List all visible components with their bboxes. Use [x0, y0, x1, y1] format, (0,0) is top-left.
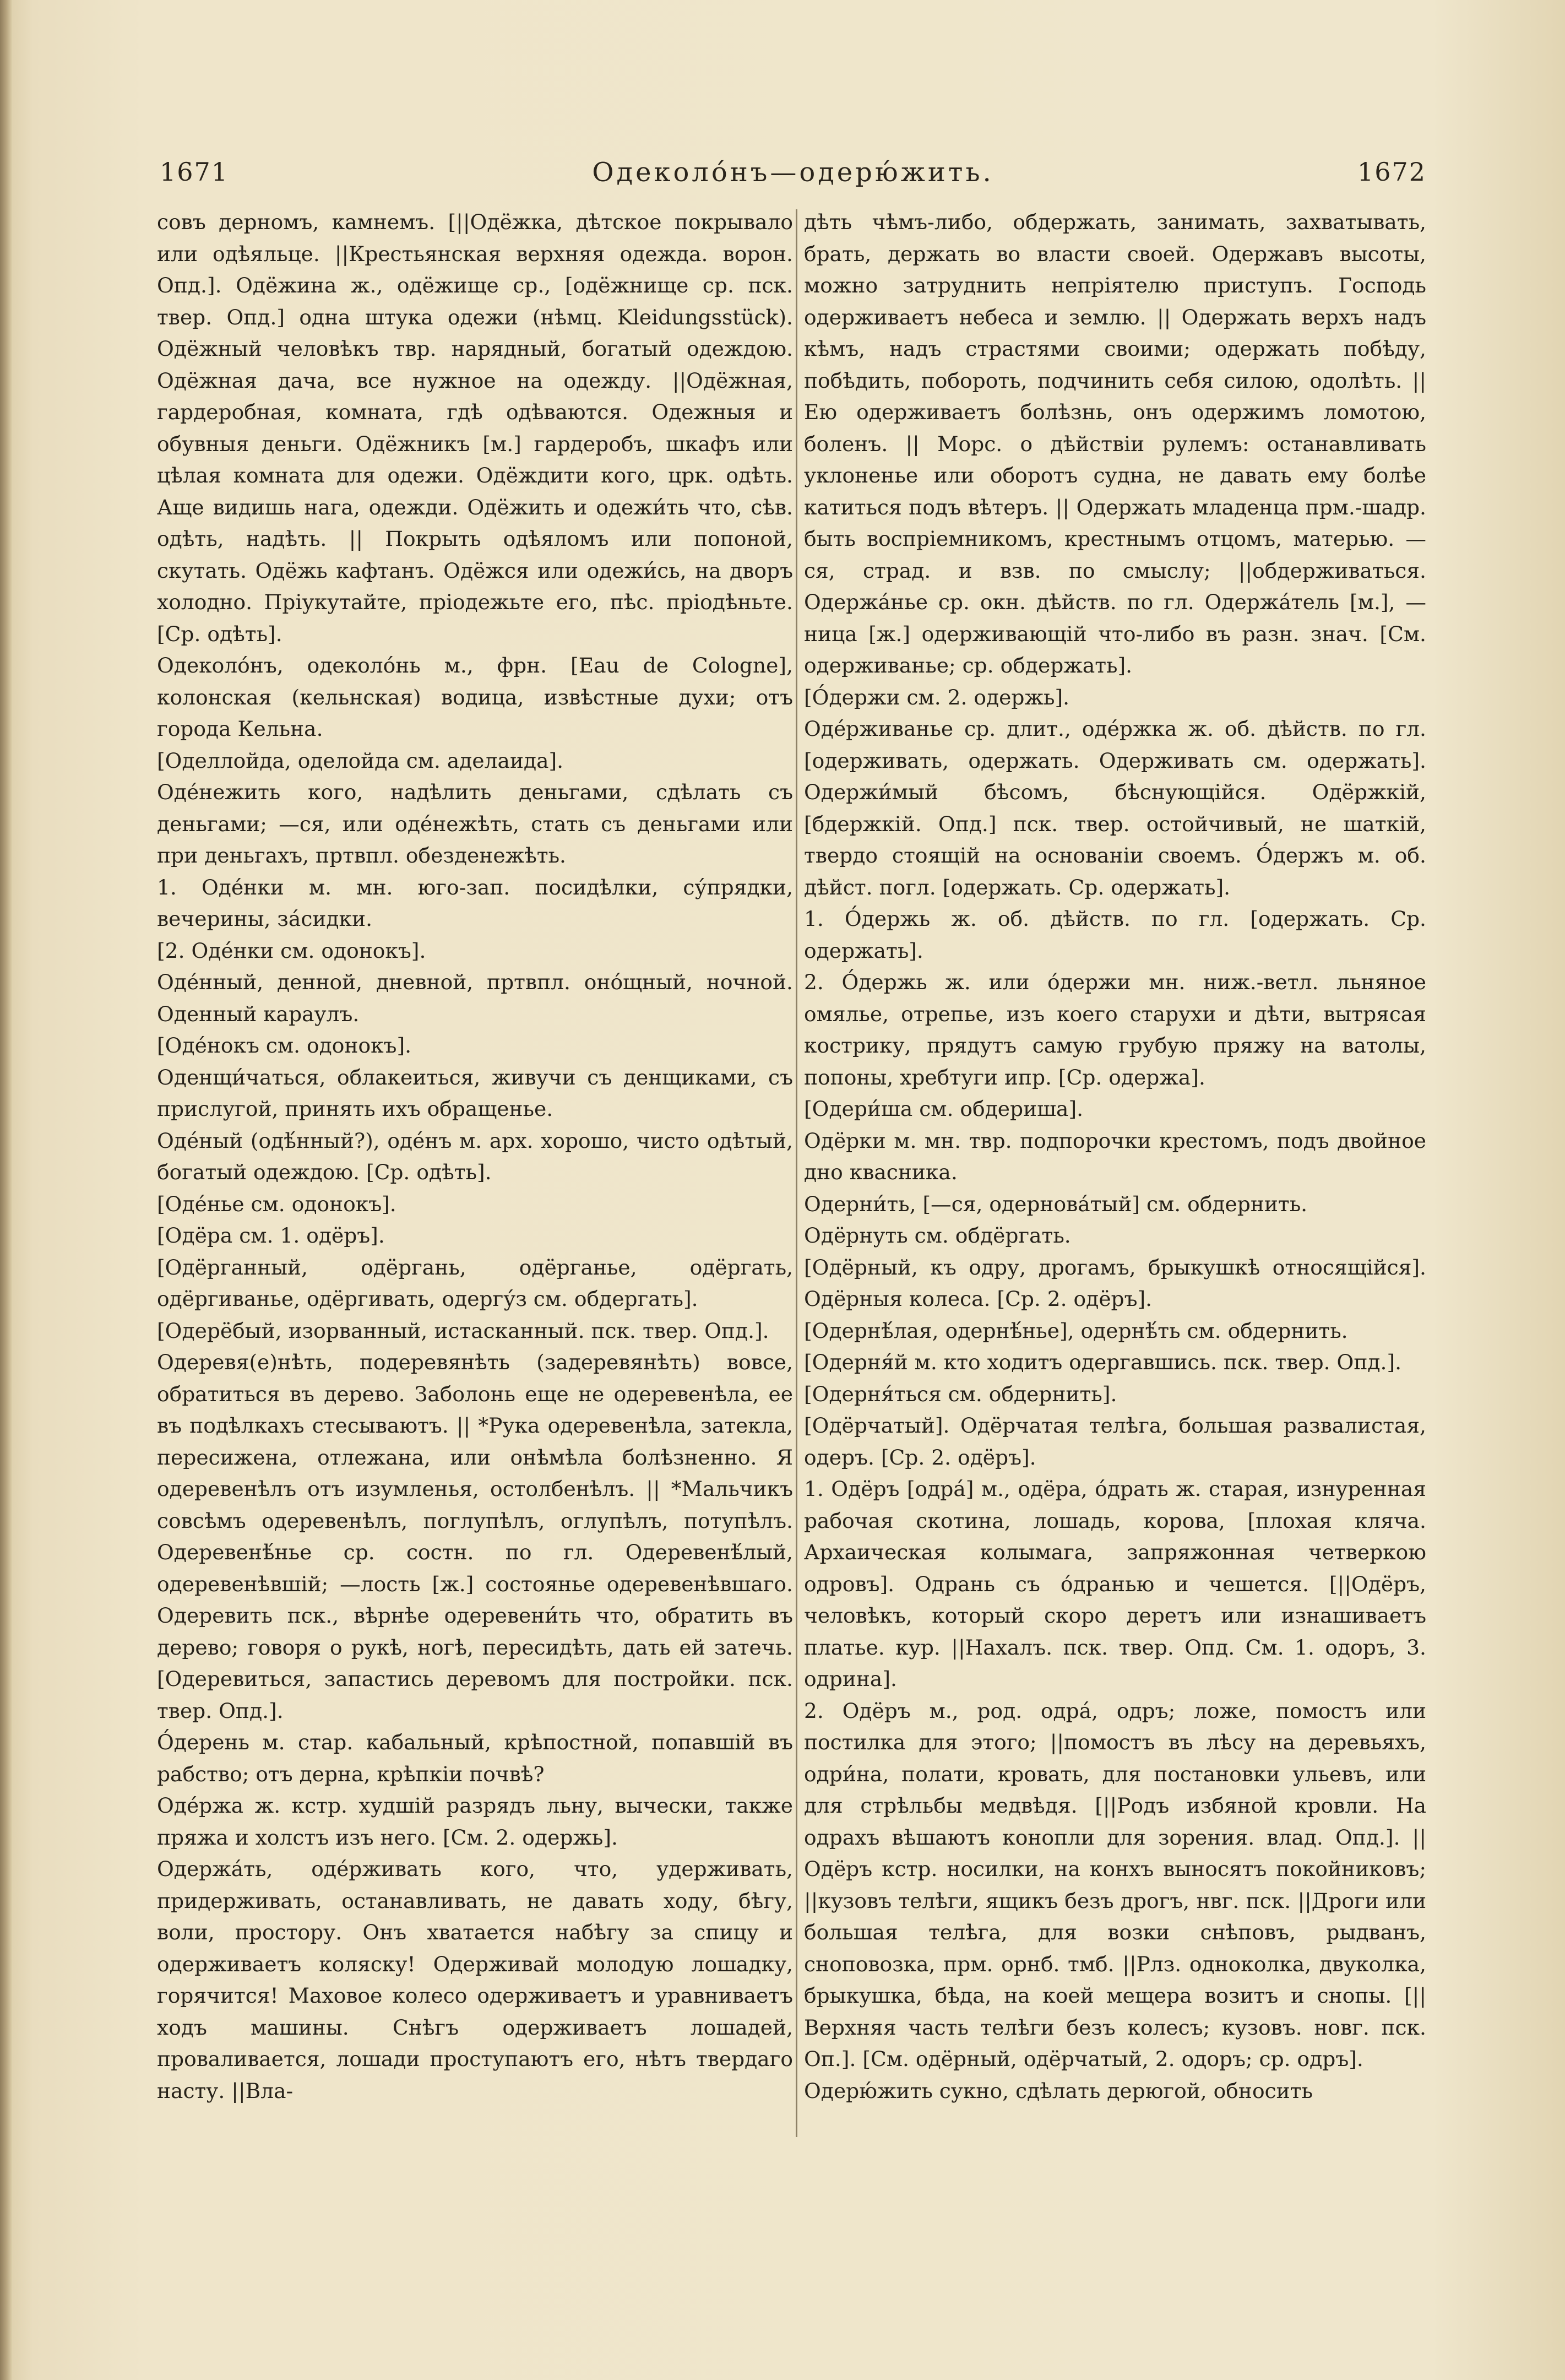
dictionary-entry: [2. Оде́нки см. одонокъ].	[157, 938, 426, 963]
page-number-right: 1672	[1357, 157, 1426, 187]
dictionary-entry: Одёрки м. мн. твр. подпорочки крестомъ, подъ двойное дно квасника.	[804, 1128, 1426, 1184]
dictionary-entry: [Одёрчатый]. Одёрчатая телѣга, большая развалистая, одеръ. [Ср. 2. одёръ].	[804, 1413, 1426, 1470]
dictionary-entry: Оде́нный, денной, дневной, пртвпл. оно́щный, ночной. Оденный караулъ.	[157, 970, 793, 1026]
page-header	[160, 157, 1426, 201]
dictionary-entry: Одерни́ть, [—ся, одернова́тый] см. обдернить.	[804, 1191, 1308, 1216]
page-number-left: 1671	[160, 157, 229, 187]
dictionary-entry: [Одерня́ться см. обдернить].	[804, 1381, 1117, 1406]
running-title: Одеколо́нъ—одерю́жить.	[592, 157, 994, 188]
dictionary-entry: 1. О́держь ж. об. дѣйств. по гл. [одержать. Ср. одержать].	[804, 907, 1426, 963]
dictionary-entry: дѣть чѣмъ-либо, обдержать, занимать, захватывать, брать, держать во власти своей. Одержавъ высоты, можно затруднить непріятелю приступъ. Господь одерживаетъ небеса и землю. || Одержать верхъ надъ кѣмъ, надъ страстями своими; одержать побѣду, побѣдить, побороть, подчинить себя силою, одолѣть. ||Ею одерживаетъ болѣзнь, онъ одержимъ ломотою, боленъ. || Морс. о дѣйствіи рулемъ: останавливать уклоненье или оборотъ судна, не давать ему болѣе катиться подъ вѣтеръ. || Одержать младенца прм.-шадр. быть воспріемникомъ, крестнымъ отцомъ, матерью. —ся, страд. и взв. по смыслу; ||обдерживаться. Одержа́нье ср. окн. дѣйств. по гл. Одержа́тель [м.], —ница [ж.] одерживающій что-либо въ разн. знач. [См. одерживанье; ср. обдержать].	[804, 210, 1426, 677]
right-column	[804, 207, 1426, 2222]
dictionary-entry: [Одернѣ́лая, одернѣ́нье], одернѣ́ть см. обдернить.	[804, 1318, 1348, 1343]
dictionary-entry: [Одерня́й м. кто ходитъ одергавшись. пск. твер. Опд.].	[804, 1350, 1402, 1374]
dictionary-entry: Одержа́ть, оде́рживать кого, что, удерживать, придерживать, останавливать, не давать ходу, бѣгу, воли, простору. Онъ хватается набѣгу за спицу и одерживаетъ коляску! Одерживай молодую лошадку, горячится! Маховое колесо одерживаетъ и уравниваетъ ходъ машины. Снѣгъ одерживаетъ лошадей, проваливается, лошади проступаютъ его, нѣтъ твердаго насту. ||Вла-	[157, 1857, 793, 2103]
dictionary-entry: [Одери́ша см. обдериша].	[804, 1097, 1084, 1121]
dictionary-entry: Одеколо́нъ, одеколо́нь м., фрн. [Eau de Cologne], колонская (кельнская) водица, извѣстные духи; отъ города Кельна.	[157, 653, 793, 741]
dictionary-entry: 1. Одёръ [одра́] м., одёра, о́драть ж. старая, изнуренная рабочая скотина, лошадь, корова, [плохая кляча. Архаическая колымага, запряжонная четверкою одровъ]. Одрань съ о́дранью и чешется. [||Одёръ, человѣкъ, который скоро деретъ или изнашиваетъ платье. кур. ||Нахалъ. пск. твер. Опд. См. 1. одоръ, 3. одрина].	[804, 1477, 1426, 1691]
dictionary-entry: Одеревя(е)нѣть, подеревянѣть (задеревянѣть) вовсе, обратиться въ дерево. Заболонь еще не одеревенѣла, ее въ подѣлкахъ стесываютъ. || *Рука одеревенѣла, затекла, пересижена, отлежана, или онѣмѣла болѣзненно. Я одеревенѣлъ отъ изумленья, остолбенѣлъ. || *Мальчикъ совсѣмъ одеревенѣлъ, поглупѣлъ, оглупѣлъ, потупѣлъ. Одеревенѣ́нье ср. состн. по гл. Одеревенѣ́лый, одеревенѣвшій; —лость [ж.] состоянье одеревенѣвшаго. Одеревить пск., вѣрнѣе одеревени́ть что, обратить въ дерево; говоря о рукѣ, ногѣ, пересидѣть, дать ей затечь. [Одеревиться, запастись деревомъ для постройки. пск. твер. Опд.].	[157, 1350, 793, 1723]
dictionary-entry: Оденщи́чаться, облакеиться, живучи съ денщиками, съ прислугой, принять ихъ обращенье.	[157, 1065, 793, 1121]
dictionary-entry: [Одерёбый, изорванный, истасканный. пск. твер. Опд.].	[157, 1318, 769, 1343]
dictionary-entry: [Оде́нокъ см. одонокъ].	[157, 1033, 412, 1058]
dictionary-entry: Одерю́жить сукно, сдѣлать дерюгой, обносить	[804, 2078, 1313, 2103]
dictionary-entry: [Одёрганный, одёргань, одёрганье, одёргать, одёргиванье, одёргивать, одергу́з см. обдергать].	[157, 1255, 793, 1311]
dictionary-entry: Одёрнуть см. обдёргать.	[804, 1223, 1071, 1248]
dictionary-entry: [О́держи см. 2. одержь].	[804, 685, 1070, 709]
dictionary-entry: [Одёрный, къ одру, дрогамъ, брыкушкѣ относящійся]. Одёрныя колеса. [Ср. 2. одёръ].	[804, 1255, 1426, 1311]
book-binding-edge	[0, 0, 12, 2380]
dictionary-entry: 2. О́держь ж. или о́держи мн. ниж.-ветл. льняное омялье, отрепье, изъ коего старухи и дѣти, вытрясая кострику, прядутъ самую грубую пряжу на ватолы, попоны, хребтуги ипр. [Ср. одержа].	[804, 970, 1426, 1089]
dictionary-entry: 1. Оде́нки м. мн. юго-зап. посидѣлки, су́прядки, вечерины, за́сидки.	[157, 875, 793, 931]
left-column	[157, 207, 793, 2222]
dictionary-entry: Оде́рживанье ср. длит., оде́ржка ж. об. дѣйств. по гл. [одерживать, одержать. Одерживать см. одержать]. Одержи́мый бѣсомъ, бѣснующійся. Одёржкій, [бдержкій. Опд.] пск. твер. остойчивый, не шаткій, твердо стоящій на основаніи своемъ. О́держъ м. об. дѣйст. погл. [одержать. Ср. одержать].	[804, 717, 1426, 899]
dictionary-entry: Оде́ный (одѣ́нный?), оде́нъ м. арх. хорошо, чисто одѣтый, богатый одеждою. [Ср. одѣть].	[157, 1128, 793, 1184]
dictionary-entry: О́дерень м. стар. кабальный, крѣпостной, попавшій въ рабство; отъ дерна, крѣпкіи почвѣ?	[157, 1730, 793, 1786]
column-divider	[796, 209, 797, 2137]
dictionary-entry: Оде́ржа ж. кстр. худшій разрядъ льну, вычески, также пряжа и холстъ изъ него. [См. 2. одержь].	[157, 1793, 793, 1850]
dictionary-entry: [Оде́нье см. одонокъ].	[157, 1191, 396, 1216]
dictionary-entry: совъ дерномъ, камнемъ. [||Одёжка, дѣтское покрывало или одѣяльце. ||Крестьянская верхняя одежда. ворон. Опд.]. Одёжина ж., одёжище ср., [одёжнище ср. пск. твер. Опд.] одна штука одежи (нѣмц. Kleidungsstück). Одёжный человѣкъ твр. нарядный, богатый одеждою. Одёжная дача, все нужное на одежду. ||Одёжная, гардеробная, комната, гдѣ одѣваются. Одежныя и обувныя деньги. Одёжникъ [м.] гардеробъ, шкафъ или цѣлая комната для одежи. Одёждити кого, црк. одѣть. Аще видишь нага, одежди. Одёжить и одежи́ть что, сѣв. одѣть, надѣть. || Покрыть одѣяломъ или попоной, скутать. Одёжь кафтанъ. Одёжся или одежи́сь, на дворъ холодно. Пріукутайте, пріодежьте его, пѣс. пріодѣньте. [Ср. одѣть].	[157, 210, 793, 646]
dictionary-entry: [Оделлойда, оделойда см. аделаида].	[157, 748, 564, 773]
dictionary-entry: Оде́нежить кого, надѣлить деньгами, сдѣлать съ деньгами; —ся, или оде́нежѣть, стать съ деньгами или при деньгахъ, пртвпл. обезденежѣть.	[157, 780, 793, 868]
dictionary-entry: 2. Одёръ м., род. одра́, одръ; ложе, помостъ или постилка для этого; ||помостъ въ лѣсу на деревьяхъ, одри́на, полати, кровать, для постановки ульевъ, или для стрѣльбы медвѣдя. [||Родъ избяной кровли. На одрахъ вѣшаютъ конопли для зорения. влад. Опд.]. ||Одёръ кстр. носилки, на конхъ выносятъ покойниковъ; ||кузовъ телѣги, ящикъ безъ дрогъ, нвг. пск. ||Дроги или большая телѣга, для возки снѣповъ, рыдванъ, сноповозка, прм. орнб. тмб. ||Рлз. одноколка, двуколка, брыкушка, бѣда, на коей мещера возитъ и снопы. [||Верхняя часть телѣги безъ колесъ; кузовъ. новг. пск. Оп.]. [См. одёрный, одёрчатый, 2. одоръ; ср. одръ].	[804, 1698, 1426, 2071]
dictionary-entry: [Одёра см. 1. одёръ].	[157, 1223, 385, 1248]
